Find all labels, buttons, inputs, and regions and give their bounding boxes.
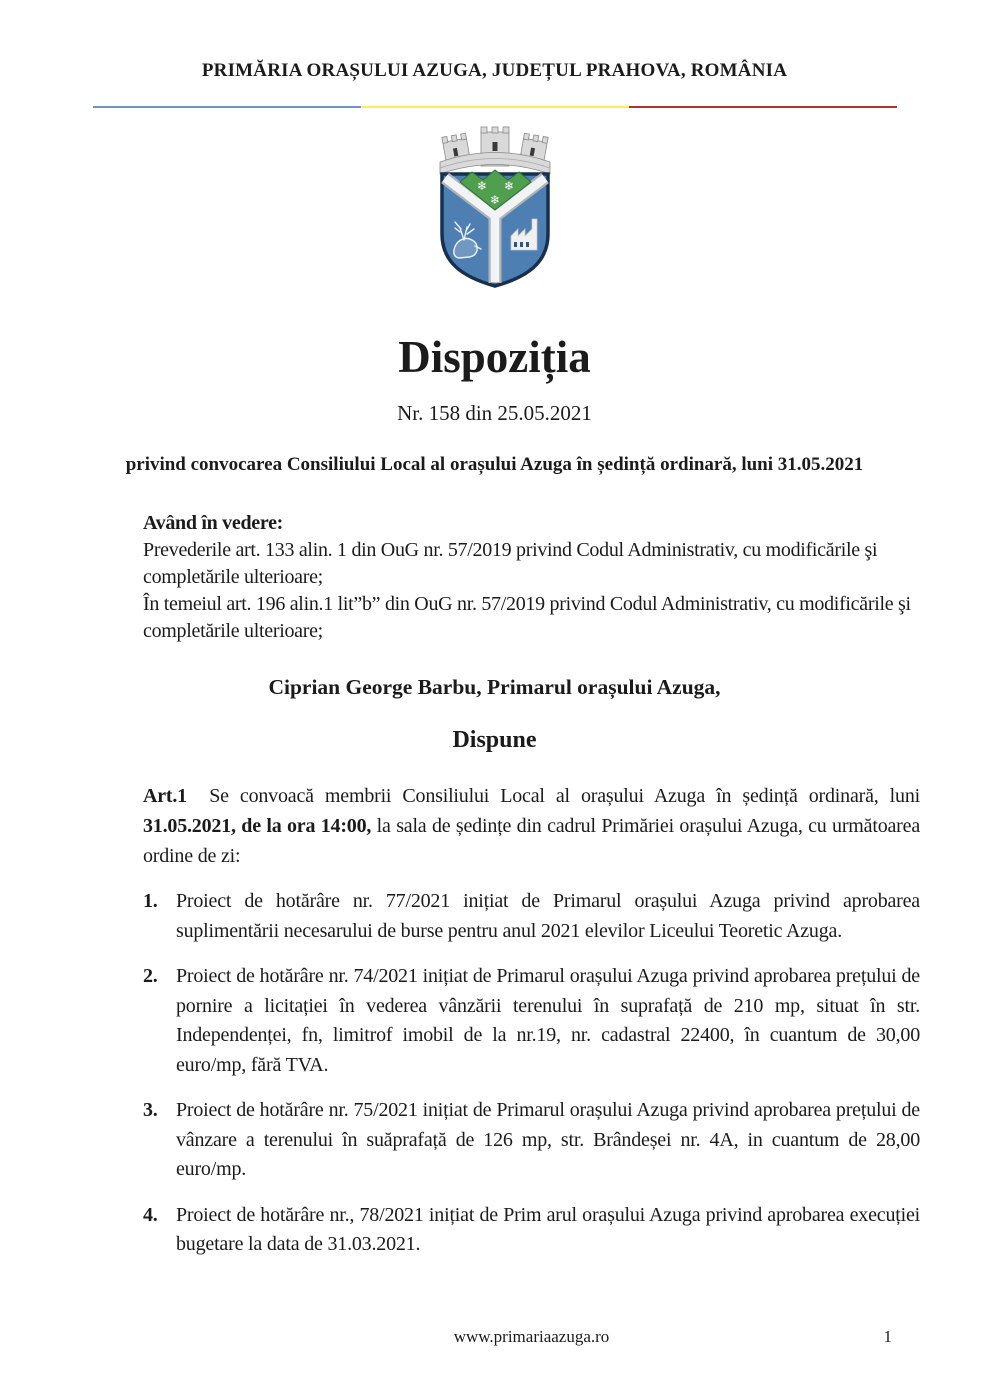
agenda-item-1	[143, 887, 920, 946]
considering-paragraph: În temeiul art. 196 alin.1 lit”b” din OuG nr. 57/2019 privind Codul Administrativ, cu modificările şi completările ulterioare;	[143, 593, 911, 642]
svg-text:❄: ❄	[503, 179, 514, 193]
flag-blue-segment	[93, 106, 361, 108]
agenda-item-number: 3.	[143, 1099, 158, 1121]
considering-section	[143, 510, 920, 645]
article-1-date-time: 31.05.2021, de la ora 14:00,	[143, 815, 372, 837]
considering-heading: Având în vedere:	[143, 512, 284, 534]
flag-yellow-segment	[361, 106, 629, 108]
agenda-list	[143, 887, 920, 1260]
coat-of-arms-icon	[434, 126, 556, 288]
agenda-item-text: Proiect de hotărâre nr. 77/2021 inițiat de Primarul orașului Azuga privind aprobarea suplimentării necesarului de burse pentru anul 2021 elevilor Liceului Teoretic Azuga.	[176, 890, 920, 942]
agenda-item-number: 4.	[143, 1203, 158, 1226]
page-footer	[143, 1326, 920, 1348]
agenda-item-text: Proiect de hotărâre nr. 74/2021 inițiat de Primarul orașului Azuga privind aprobarea prețului de pornire a licitației în vederea vânzării terenului în suprafață de 210 mp, situat în str. Independenței, fn, limitrof imobil de la nr.19, nr. cadastral 22400, în cuantum de 30,00 euro/mp, fără TVA.	[176, 965, 920, 1076]
document-title: Dispoziția	[398, 332, 591, 382]
article-1-paragraph	[143, 781, 920, 871]
footer-page-number: 1	[883, 1327, 892, 1346]
flag-red-segment	[629, 106, 897, 108]
svg-text:❄: ❄	[476, 179, 487, 193]
considering-paragraph: Prevederile art. 133 alin. 1 din OuG nr. 57/2019 privind Codul Administrativ, cu modificările şi completările ulterioare;	[143, 539, 878, 588]
agenda-item-text: Proiect de hotărâre nr., 78/2021 inițiat de Prim arul orașului Azuga privind aprobarea execuției bugetare la data de 31.03.2021.	[176, 1203, 920, 1255]
article-1-text-after: la sala de ședințe din cadrul Primăriei orașului Azuga, cu următoarea ordine de zi:	[143, 815, 920, 867]
document-subject: privind convocarea Consiliului Local al orașului Azuga în ședință ordinară, luni 31.05.2021	[125, 454, 864, 475]
mayor-line: Ciprian George Barbu, Primarul orașului Azuga,	[268, 675, 721, 699]
document-number-line: Nr. 158 din 25.05.2021	[397, 401, 592, 425]
romanian-flag-divider	[93, 106, 897, 108]
footer-website: www.primariaazuga.ro	[453, 1327, 610, 1346]
article-1-label: Art.1	[143, 785, 187, 807]
decree-heading: Dispune	[452, 727, 537, 753]
svg-text:❄: ❄	[489, 193, 500, 207]
coat-of-arms	[434, 126, 556, 288]
agenda-item-3	[143, 1096, 920, 1185]
article-1-text: Se convoacă membrii Consiliului Local al orașului Azuga în ședință ordinară, luni	[209, 785, 920, 807]
agenda-item-2	[143, 962, 920, 1080]
agenda-item-4	[143, 1201, 920, 1260]
agenda-item-number: 2.	[143, 965, 158, 987]
agenda-item-text: Proiect de hotărâre nr. 75/2021 inițiat de Primarul orașului Azuga privind aprobarea prețului de vânzare a terenului în suăprafață de 126 mp, str. Brândeșei nr. 4A, in cuantum de 28,00 euro/mp.	[176, 1099, 920, 1180]
institution-header: PRIMĂRIA ORAȘULUI AZUGA, JUDEȚUL PRAHOVA, ROMÂNIA	[201, 60, 788, 81]
agenda-item-number: 1.	[143, 890, 158, 912]
